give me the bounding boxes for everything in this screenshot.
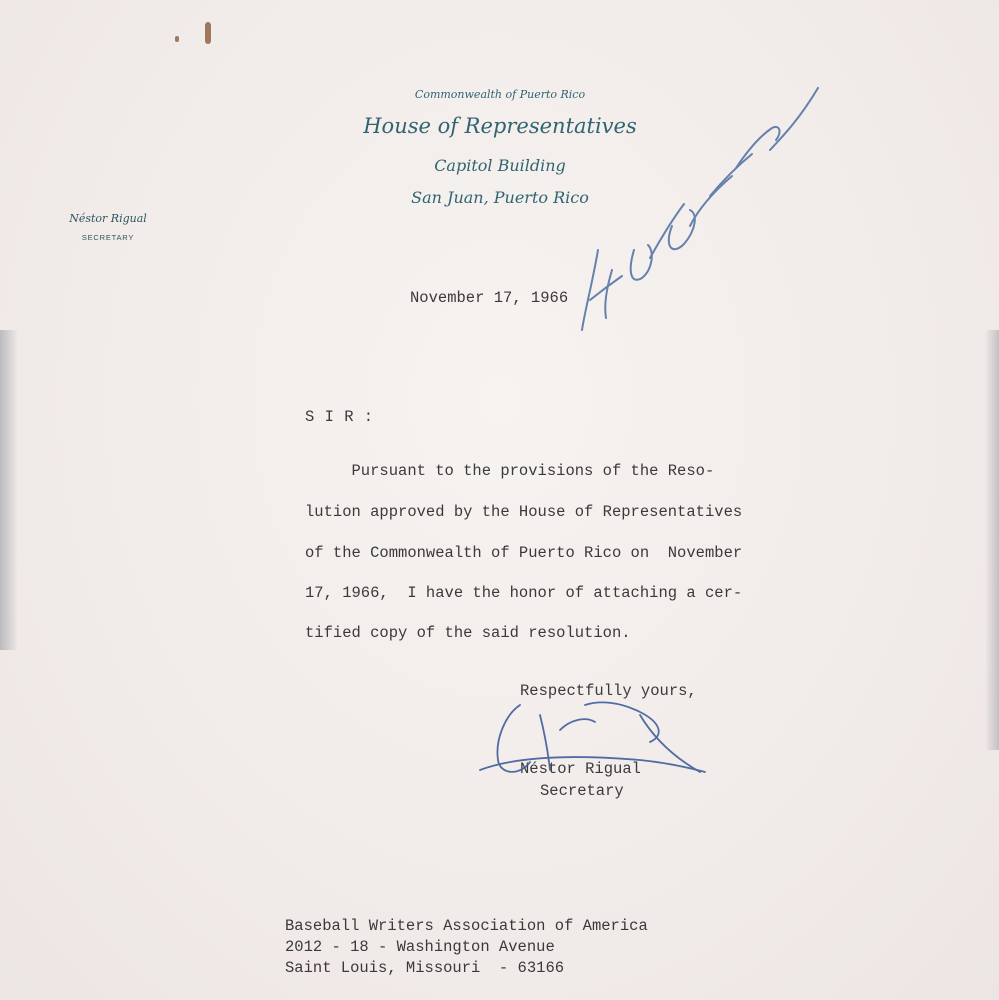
- closing: Respectfully yours,: [520, 682, 697, 700]
- rust-stain: [205, 22, 211, 44]
- recipient-line-2: 2012 - 18 - Washington Avenue: [285, 938, 555, 956]
- recipient-line-3: Saint Louis, Missouri - 63166: [285, 959, 565, 977]
- letterhead-city: San Juan, Puerto Rico: [411, 188, 589, 207]
- letterhead-building: Capitol Building: [434, 156, 566, 175]
- body-line-2: lution approved by the House of Representatives: [305, 503, 743, 521]
- body-line-3: of the Commonwealth of Puerto Rico on November: [305, 544, 743, 562]
- body-line-4: 17, 1966, I have the honor of attaching a cer-: [305, 584, 743, 602]
- sidebar-name: Néstor Rigual: [69, 212, 147, 225]
- body-line-5: tified copy of the said resolution.: [305, 624, 631, 642]
- sidebar-title: SECRETARY: [81, 233, 135, 242]
- letter-date: November 17, 1966: [410, 289, 569, 307]
- body-line-1: Pursuant to the provisions of the Reso-: [305, 462, 715, 480]
- recipient-line-1: Baseball Writers Association of America: [285, 917, 648, 935]
- signer-name: Néstor Rigual: [520, 760, 641, 778]
- letterhead-commonwealth: Commonwealth of Puerto Rico: [414, 88, 586, 101]
- rust-stain-small: [175, 36, 179, 42]
- letterhead-house: House of Representatives: [363, 114, 637, 138]
- signer-title: Secretary: [540, 782, 624, 800]
- paper-edge-shadow-left: [0, 330, 18, 650]
- salutation: S I R :: [305, 408, 374, 426]
- paper-edge-shadow-right: [985, 330, 999, 750]
